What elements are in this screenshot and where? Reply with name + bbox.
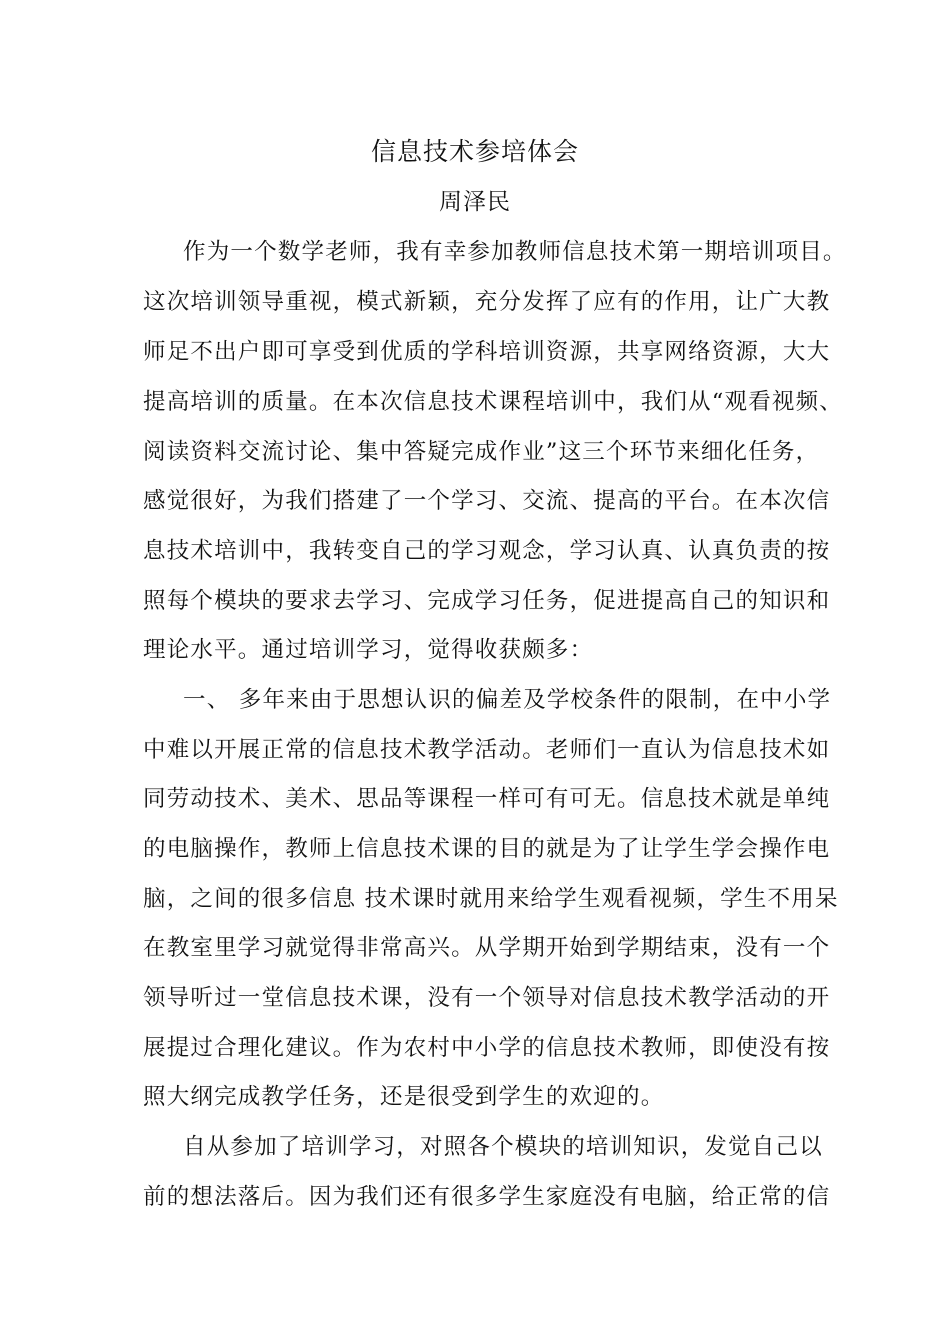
paragraph-line: 阅读资料交流讨论、集中答疑完成作业”这三个环节来细化任务，: [143, 439, 820, 465]
paragraph-line: 自从参加了培训学习，对照各个模块的培训知识，发觉自己以: [183, 1134, 823, 1160]
section-heading-line: 一、 多年来由于思想认识的偏差及学校条件的限制，在中小学: [183, 687, 832, 713]
paragraph-line: 同劳动技术、美术、思品等课程一样可有可无。信息技术就是单纯: [143, 786, 831, 812]
paragraph-line: 照大纲完成教学任务，还是很受到学生的欢迎的。: [143, 1084, 665, 1110]
paragraph-line: 在教室里学习就觉得非常高兴。从学期开始到学期结束，没有一个: [143, 935, 831, 961]
paragraph-line: 作为一个数学老师，我有幸参加教师信息技术第一期培训项目。: [183, 239, 847, 265]
paragraph-line: 照每个模块的要求去学习、完成学习任务，促进提高自己的知识和: [143, 588, 831, 614]
paragraph-line: 领导听过一堂信息技术课，没有一个领导对信息技术教学活动的开: [143, 985, 831, 1011]
paragraph-line: 中难以开展正常的信息技术教学活动。老师们一直认为信息技术如: [143, 737, 831, 763]
paragraph-line: 展提过合理化建议。作为农村中小学的信息技术教师，即使没有按: [143, 1035, 831, 1061]
paragraph-line: 的电脑操作，教师上信息技术课的目的就是为了让学生学会操作电: [143, 836, 831, 862]
document-title: 信息技术参培体会: [370, 137, 579, 166]
paragraph-line: 前的想法落后。因为我们还有很多学生家庭没有电脑，给正常的信: [143, 1184, 831, 1210]
paragraph-line: 师足不出户即可享受到优质的学科培训资源，共享网络资源，大大: [143, 339, 831, 365]
paragraph-line: 理论水平。通过培训学习，觉得收获颇多：: [143, 637, 594, 663]
paragraph-line: 这次培训领导重视，模式新颖，充分发挥了应有的作用，让广大教: [143, 289, 831, 315]
paragraph-line: 提高培训的质量。在本次信息技术课程培训中，我们从“观看视频、: [143, 389, 844, 415]
document-author: 周泽民: [439, 189, 511, 215]
paragraph-line: 感觉很好，为我们搭建了一个学习、交流、提高的平台。在本次信: [143, 488, 831, 514]
paragraph-line: 脑，之间的很多信息 技术课时就用来给学生观看视频，学生不用呆: [143, 886, 839, 912]
paragraph-line: 息技术培训中，我转变自己的学习观念，学习认真、认真负责的按: [143, 538, 831, 564]
